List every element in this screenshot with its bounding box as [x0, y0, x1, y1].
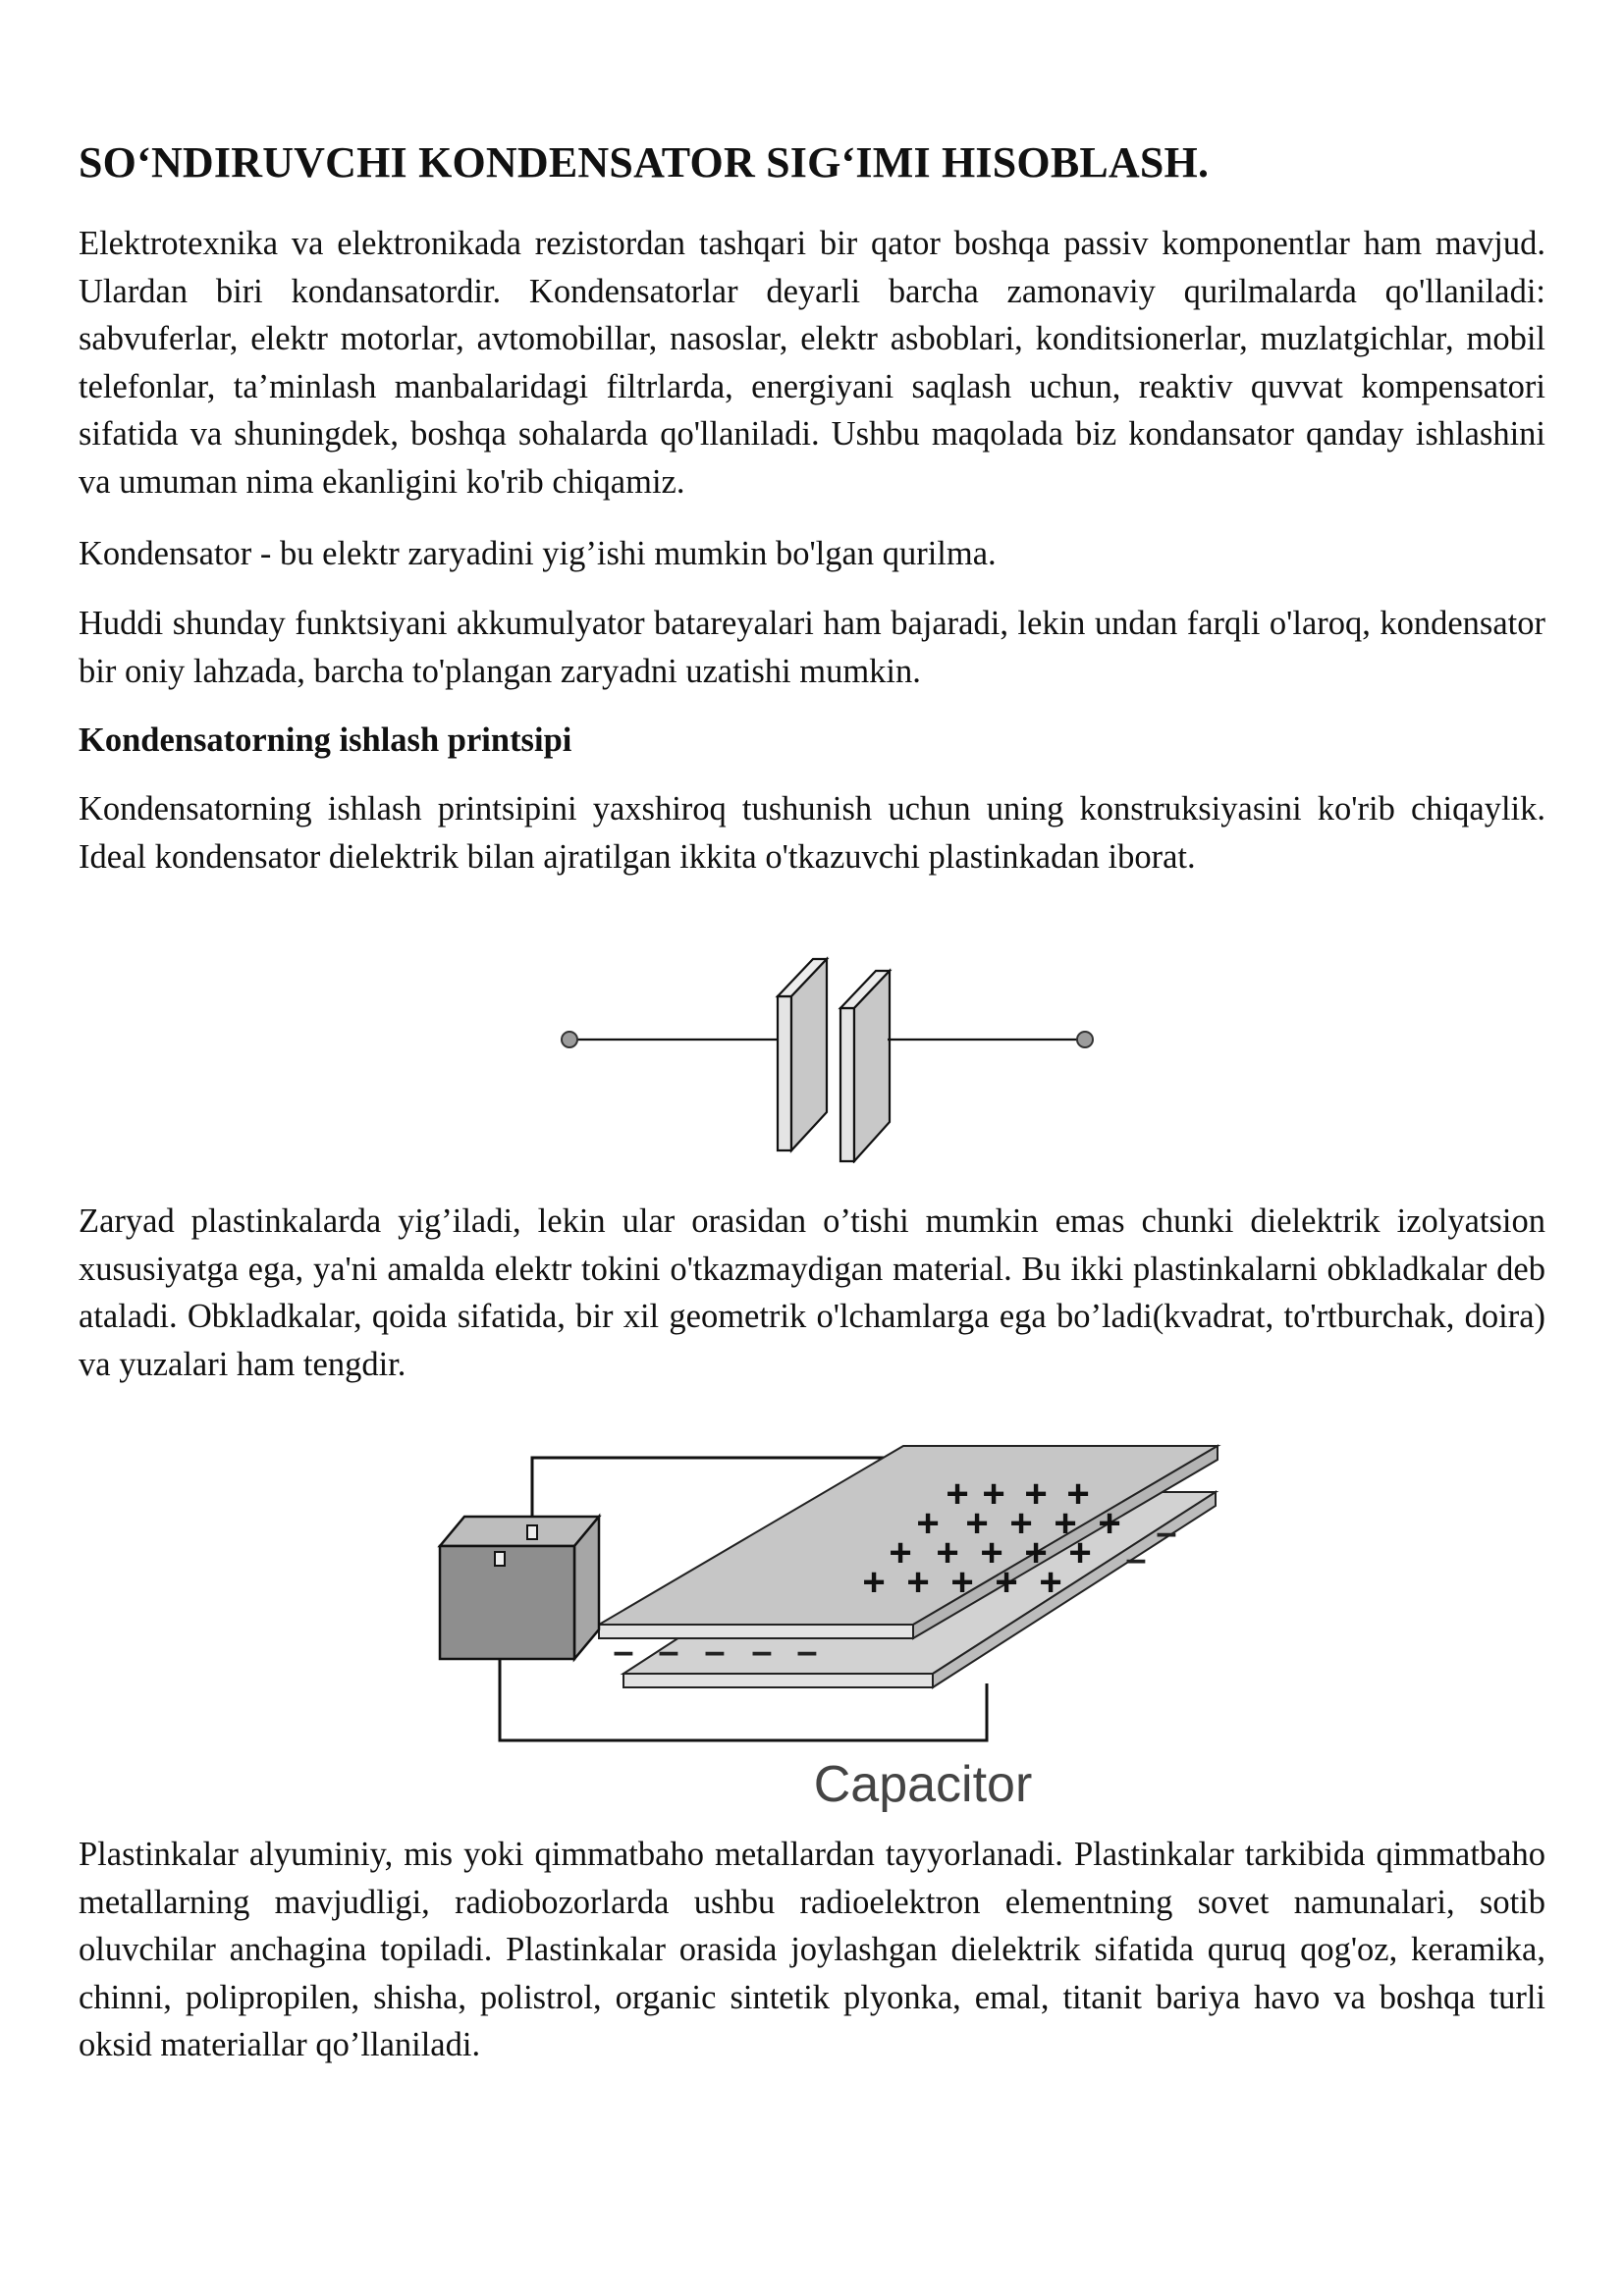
minus-sign: –	[1125, 1539, 1147, 1580]
plus-sign: +	[950, 1561, 974, 1604]
battery-negative-terminal	[495, 1552, 505, 1566]
plus-sign: +	[1054, 1502, 1077, 1545]
paragraph-definition: Kondensator - bu elektr zaryadini yig’ishi mumkin bo'lgan qurilma.	[79, 535, 997, 572]
plus-sign: +	[936, 1531, 959, 1575]
figure-parallel-plates	[550, 908, 1139, 1163]
plus-sign: +	[1066, 1472, 1090, 1516]
plus-sign: +	[1024, 1472, 1048, 1516]
paragraph-intro: Elektrotexnika va elektronikada rezistordan tashqari bir qator boshqa passiv komponentlar ham mavjud. Ulardan biri kondansatordir. Kondensatorlar deyarli barcha zamonaviy qurilmalarda qo'llaniladi: sabvuferlar, elektr motorlar, avtomobillar, nasoslar, elektr asboblari, konditsionerlar, muzlatgichlar, mobil telefonlar, ta’minlash manbalaridagi filtrlarda, energiyani saqlash uchun, reaktiv quvvat kompensatori sifatida va shuningdek, boshqa sohalarda qo'llaniladi. Ushbu maqolada biz kondansator qanday ishlashini va umuman nima ekanligini ko'rib chiqamiz.	[79, 225, 1545, 501]
minus-sign: –	[613, 1631, 634, 1673]
paragraph-construction: Kondensatorning ishlash printsipini yaxshiroq tushunish uchun uning konstruksiyasini ko'rib chiqaylik. Ideal kondensator dielektrik bilan ajratilgan ikkita o'tkazuvchi plastinkadan iborat.	[79, 790, 1545, 876]
plus-sign: +	[1039, 1561, 1062, 1604]
paragraph-battery-comparison: Huddi shunday funktsiyani akkumulyator batareyalari ham bajaradi, lekin undan farqli o'laroq, kondensator bir oniy lahzada, barcha to'plangan zaryadni uzatishi mumkin.	[79, 605, 1545, 690]
minus-sign: –	[796, 1631, 818, 1673]
section-heading: Kondensatorning ishlash printsipi	[79, 721, 572, 759]
plus-sign: +	[982, 1472, 1005, 1516]
paragraph-charge: Zaryad plastinkalarda yig’iladi, lekin ular orasidan o’tishi mumkin emas chunki dielektrik izolyatsion xususiyatga ega, ya'ni amalda elektr tokini o'tkazmaydigan material. Bu ikki plastinkalarni obkladkalar deb ataladi. Obkladkalar, qoida sifatida, bir xil geometrik o'lchamlarga ega bo’ladi(kvadrat, to'rtburchak, doira) va yuzalari ham tengdir.	[79, 1202, 1545, 1383]
minus-sign: –	[658, 1631, 679, 1673]
minus-sign: –	[751, 1631, 773, 1673]
minus-sign: –	[704, 1631, 726, 1673]
plus-sign: +	[916, 1502, 940, 1545]
document-title: SO‘NDIRUVCHI KONDENSATOR SIG‘IMI HISOBLASH.	[79, 138, 1210, 187]
plus-sign: +	[1024, 1531, 1048, 1575]
plus-sign: +	[965, 1502, 989, 1545]
plus-sign: +	[906, 1561, 930, 1604]
plus-sign: +	[862, 1561, 886, 1604]
minus-sign: –	[1156, 1513, 1177, 1554]
plus-sign: +	[1098, 1502, 1121, 1545]
plus-sign: +	[995, 1561, 1018, 1604]
left-terminal	[562, 1032, 577, 1047]
battery-positive-terminal	[527, 1525, 537, 1539]
paragraph-materials: Plastinkalar alyuminiy, mis yoki qimmatbaho metallardan tayyorlanadi. Plastinkalar tarkibida qimmatbaho metallarning mavjudligi, radiobozorlarda ushbu radioelektron elementning sovet namunalari, sotib oluvchilar anchagina topiladi. Plastinkalar orasida joylashgan dielektrik sifatida quruq qog'oz, keramika, chinni, polipropilen, shisha, polistrol, organic sintetik plyonka, emal, titanit bariya havo va boshqa turli oksid materiallar qo’llaniladi.	[79, 1836, 1545, 2063]
plus-sign: +	[980, 1531, 1003, 1575]
figure-capacitor-battery	[422, 1428, 1237, 1821]
plus-sign: +	[889, 1531, 912, 1575]
plus-sign: +	[1009, 1502, 1033, 1545]
plus-sign: +	[946, 1472, 969, 1516]
figure-caption: Capacitor	[813, 1756, 1033, 1813]
left-plate	[778, 959, 827, 1150]
plus-sign: +	[1068, 1531, 1092, 1575]
right-terminal	[1077, 1032, 1093, 1047]
battery	[440, 1517, 599, 1659]
right-plate	[840, 971, 890, 1161]
